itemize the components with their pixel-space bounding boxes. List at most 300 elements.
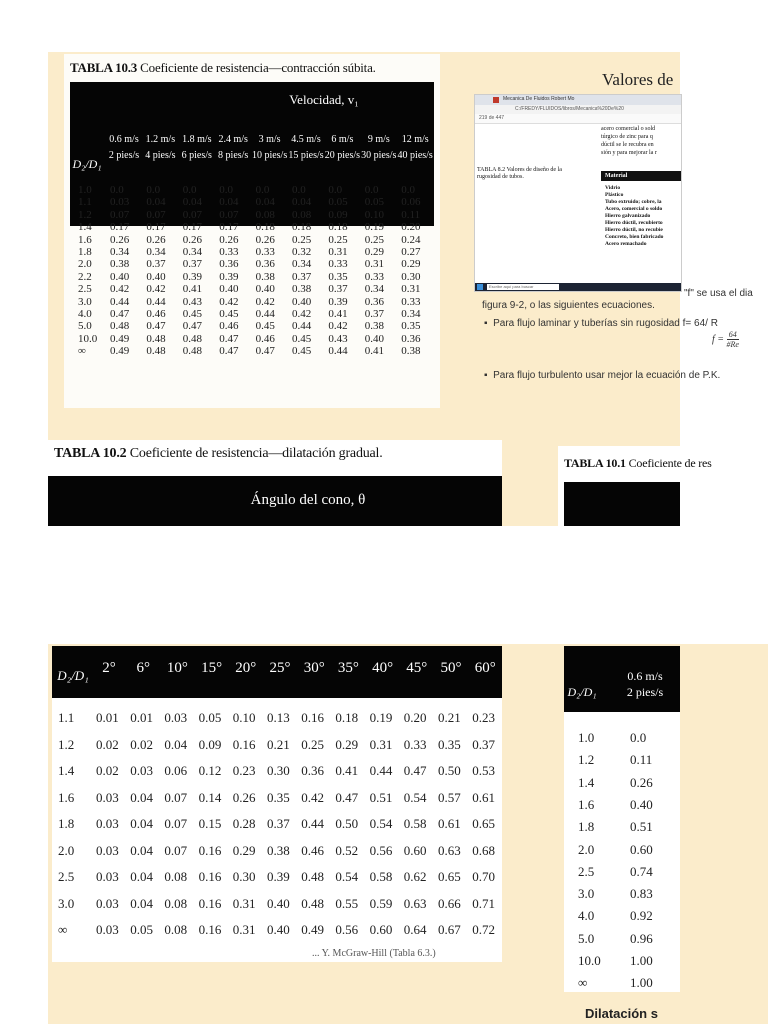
taskbar-search[interactable]: Escribe aquí para buscar [487, 284, 559, 290]
table-cell: 0.47 [403, 763, 427, 778]
material-item: Acero remachado [605, 241, 647, 247]
bullet-dot: ▪ [484, 370, 488, 381]
pdf-text-line: acero comercial o sold [601, 126, 656, 132]
table-cell: 0.17 [219, 221, 239, 234]
table-cell: 0.16 [198, 922, 222, 937]
row-label: 4.0 [578, 908, 595, 924]
table-cell: 0.37 [267, 816, 290, 831]
source-note: ... Y. McGraw-Hill (Tabla 6.3.) [312, 948, 436, 959]
table-cell: 0.46 [255, 332, 275, 345]
bullet-turbulent-text: Para flujo turbulento usar mejor la ecuación de P.K. [493, 370, 721, 381]
table-cell: 0.38 [292, 283, 312, 296]
table-cell: 0.26 [232, 789, 256, 805]
material-item: Tubo extruido; cobre, la [605, 199, 662, 205]
table-cell: 0.0 [146, 184, 161, 196]
row-label: ∞ [58, 922, 68, 937]
table-cell: 0.38 [364, 320, 385, 333]
table-cell: 0.19 [369, 710, 393, 725]
row-label: 1.2 [58, 736, 75, 752]
table-cell: 0.41 [364, 345, 385, 358]
table-cell: 0.0 [110, 184, 124, 196]
table-cell: 0.37 [328, 283, 348, 296]
table-cell: 0.40 [267, 922, 290, 937]
table-cell: 0.61 [472, 789, 495, 805]
table-cell: 0.07 [146, 208, 166, 221]
table-cell: 0.30 [267, 763, 290, 778]
caption-text: Coeficiente de res [628, 456, 712, 470]
row-label: 1.0 [78, 184, 92, 196]
table-cell: 0.44 [292, 320, 312, 333]
bullet-laminar-text: Para flujo laminar y tuberías sin rugosidad f= 64/ R [493, 318, 718, 329]
table-cell: 0.50 [438, 763, 461, 778]
table-cell: 0.03 [96, 869, 119, 884]
table-cell: 0.70 [472, 869, 495, 884]
formula-num: 64 [727, 330, 739, 340]
table-cell: 0.36 [301, 763, 324, 778]
table-cell: 0.41 [328, 308, 348, 320]
table-cell: 0.27 [401, 246, 421, 258]
table-cell: 0.56 [369, 842, 393, 858]
table-cell: 0.40 [219, 283, 239, 296]
caption-text: Coeficiente de resistencia—dilatación gradual. [129, 446, 383, 461]
column-ms: 1.8 m/s [182, 134, 212, 145]
row-label: 2.0 [58, 842, 75, 858]
table-cell: 0.04 [130, 816, 153, 831]
formula-lhs: f = [712, 334, 725, 345]
table-cell: 0.66 [438, 895, 461, 911]
table-cell: 0.05 [130, 922, 153, 937]
pdf-text-lines [601, 125, 681, 157]
row-label: ∞ [578, 975, 588, 991]
table-cell: 0.45 [219, 308, 239, 320]
material-item: Hierro dúctil, no recubie [605, 227, 663, 233]
embedded-screenshot [474, 94, 682, 292]
table-cell: 0.38 [255, 270, 275, 283]
table-cell: 0.26 [182, 233, 203, 246]
table-cell: 0.44 [255, 308, 275, 320]
table-cell: 0.37 [364, 308, 385, 320]
table-cell: 0.16 [198, 842, 222, 858]
table-cell: 0.29 [335, 736, 359, 752]
table-cell: 0.53 [472, 763, 495, 778]
table-cell: 0.04 [219, 196, 239, 209]
table-cell: 0.02 [96, 736, 119, 752]
row-label: 1.8 [578, 819, 595, 835]
table-10-1-caption [564, 456, 712, 471]
material-item: Concreto, bien fabricado [605, 234, 664, 240]
table-cell: 0.44 [301, 816, 324, 831]
table-cell: 0.34 [401, 308, 421, 320]
column-ms: 0.6 m/s [627, 669, 663, 683]
table-cell: 0.04 [182, 196, 203, 209]
table-cell: 0.17 [146, 221, 166, 234]
row-label: 2.0 [578, 841, 595, 857]
table-cell: 0.36 [219, 258, 239, 271]
angle-column: 30° [303, 660, 325, 676]
table-cell: 0.34 [364, 283, 385, 296]
table-cell: 0.47 [219, 345, 239, 358]
table-cell: 0.83 [630, 886, 653, 902]
angle-column: 25° [269, 660, 291, 676]
table-cell: 0.43 [182, 295, 203, 308]
table-cell: 0.58 [369, 869, 393, 884]
formula-den: #Re [726, 340, 739, 349]
table-cell: 0.31 [328, 246, 348, 258]
table-cell: 0.07 [164, 842, 188, 858]
table-cell: 0.39 [328, 295, 348, 308]
angle-column: 50° [440, 660, 462, 676]
table-cell: 0.37 [472, 736, 495, 752]
table-cell: 0.96 [630, 930, 653, 946]
table-cell: 0.39 [219, 270, 239, 283]
row-header: D₂/D₁ [72, 157, 102, 171]
table-cell: 0.33 [401, 295, 421, 308]
table-cell: 0.65 [472, 816, 495, 831]
table-cell: 0.09 [198, 736, 222, 752]
row-label: 1.8 [58, 816, 75, 831]
table-cell: 0.40 [146, 270, 166, 283]
table-cell: 0.0 [182, 184, 197, 196]
table-cell: 0.42 [292, 308, 312, 320]
table-cell: 0.08 [164, 895, 188, 911]
row-label: 3.0 [78, 295, 92, 308]
row-label: 1.8 [78, 246, 92, 258]
caption-label: TABLA 10.3 [70, 60, 138, 75]
table-cell: 0.54 [369, 816, 393, 831]
table-cell: 0.48 [146, 332, 166, 345]
table-cell: 0.31 [232, 895, 256, 911]
caption-text: Coeficiente de resistencia—contracción súbita. [140, 60, 376, 75]
table-cell: 0.23 [232, 763, 256, 778]
table-cell: 0.34 [146, 246, 166, 258]
table-10-2-scan [52, 646, 502, 962]
table-cell: 0.02 [96, 763, 119, 778]
page-indicator: 219 de 447 [479, 115, 505, 121]
table-cell: 0.05 [328, 196, 348, 209]
row-label: 1.4 [58, 763, 75, 778]
table-cell: 0.04 [255, 196, 275, 209]
row-label: 1.2 [78, 208, 92, 221]
row-label: 3.0 [578, 886, 595, 902]
column-ft: 10 pies/s [251, 150, 288, 161]
table-cell: 0.05 [364, 196, 385, 209]
table-cell: 0.08 [292, 208, 312, 221]
table-cell: 0.72 [472, 922, 495, 937]
table-cell: 0.54 [335, 869, 359, 884]
table-cell: 0.46 [146, 308, 166, 320]
table-cell: 0.16 [301, 710, 324, 725]
table-cell: 0.04 [146, 196, 166, 209]
table-cell: 0.12 [198, 763, 222, 778]
table-cell: 0.33 [219, 246, 239, 258]
table-cell: 0.15 [198, 816, 222, 831]
table-cell: 0.03 [96, 842, 119, 858]
table-cell: 0.0 [292, 184, 306, 196]
table-cell: 0.29 [232, 842, 256, 858]
pdf-toolbar [475, 114, 681, 124]
table-cell: 0.42 [110, 283, 130, 296]
material-item: Hierro dúctil, recubierto [605, 220, 663, 226]
caption-label: TABLA 10.2 [54, 446, 127, 461]
row-label: 1.1 [58, 710, 75, 725]
table-cell: 0.33 [328, 258, 348, 271]
taskbar [475, 283, 681, 291]
angle-column: 35° [337, 660, 359, 676]
material-header [601, 171, 681, 181]
table-cell: 0.34 [110, 246, 130, 258]
table-cell: 0.21 [438, 710, 461, 725]
table-cell: 0.19 [364, 221, 385, 234]
table-cell: 0.41 [182, 283, 203, 296]
table-cell: 0.36 [401, 332, 421, 345]
table-cell: 0.59 [369, 895, 393, 911]
table-cell: 0.10 [364, 208, 385, 221]
table-cell: 0.02 [130, 736, 153, 752]
table-cell: 0.03 [96, 922, 119, 937]
material-item: Plástico [605, 192, 624, 198]
table-cell: 0.18 [292, 221, 312, 234]
row-label: 10.0 [78, 332, 98, 345]
table-cell: 0.40 [292, 295, 312, 308]
row-label: 3.0 [58, 895, 75, 911]
table-cell: 0.31 [364, 258, 385, 271]
angle-column: 20° [235, 660, 257, 676]
table-cell: 0.04 [130, 842, 153, 858]
pdf-text-line: túrgico de zinc para q [601, 134, 653, 140]
table-cell: 0.44 [328, 345, 348, 358]
table-cell: 0.33 [364, 270, 385, 283]
table-cell: 0.38 [110, 258, 130, 271]
table-cell: 0.52 [335, 842, 359, 858]
row-label: 2.0 [78, 258, 92, 271]
table-cell: 0.0 [255, 184, 270, 196]
table-cell: 0.45 [292, 332, 312, 345]
address-text: C:/FREDY/FLUIDOS/libros/Mecanica%20De%20 [515, 106, 624, 112]
laminar-formula [712, 330, 739, 349]
row-header: D₂/D₁ [57, 668, 89, 683]
table-cell: 0.37 [292, 270, 312, 283]
table-cell: 0.56 [335, 922, 359, 937]
table-cell: 0.60 [403, 842, 427, 858]
table-cell: 0.47 [335, 789, 359, 805]
table-cell: 0.25 [328, 233, 348, 246]
row-label: 2.5 [578, 863, 595, 879]
table-cell: 0.36 [255, 258, 275, 271]
table-cell: 0.47 [219, 332, 239, 345]
table-cell: 0.07 [164, 789, 188, 805]
table-cell: 0.16 [198, 869, 222, 884]
table-cell: 0.18 [335, 710, 359, 725]
table-cell: 0.35 [438, 736, 461, 752]
table-cell: 0.40 [267, 895, 290, 911]
table-10-1-top-scan [558, 446, 712, 526]
table-cell: 0.39 [182, 270, 203, 283]
table-cell: 0.58 [403, 816, 427, 831]
table-cell: 0.40 [255, 283, 275, 296]
table-cell: 0.07 [164, 816, 188, 831]
table-cell: 1.00 [630, 975, 653, 991]
table-cell: 0.74 [630, 863, 653, 879]
column-ft: 40 pies/s [397, 150, 433, 161]
table-cell: 0.55 [335, 895, 359, 911]
material-item: Vidrio [605, 185, 621, 191]
table-cell: 0.92 [630, 908, 653, 924]
row-label: 1.1 [78, 196, 92, 209]
table-cell: 0.13 [267, 710, 290, 725]
pdf-text-line: sión y para mejorar la r [601, 150, 657, 156]
table-cell: 0.25 [364, 233, 385, 246]
table-cell: 0.31 [232, 922, 256, 937]
table-cell: 0.43 [328, 332, 348, 345]
table-cell: 0.49 [301, 922, 324, 937]
table-cell: 0.47 [255, 345, 275, 358]
table-cell: 0.0 [401, 184, 415, 196]
bullet-dot: ▪ [484, 318, 488, 329]
table-10-1-scan [564, 646, 680, 992]
address-bar[interactable] [475, 105, 681, 114]
table-cell: 0.62 [403, 869, 427, 884]
table-cell: 0.05 [198, 710, 222, 725]
table-cell: 0.32 [292, 246, 312, 258]
table-cell: 0.08 [164, 922, 188, 937]
table-cell: 0.51 [369, 789, 393, 805]
material-list [605, 185, 681, 248]
table-cell: 0.26 [630, 774, 653, 790]
table-cell: 0.25 [301, 736, 324, 752]
column-ms: 3 m/s [258, 134, 281, 145]
table-cell: 0.26 [219, 233, 239, 246]
table-cell: 0.0 [328, 184, 343, 196]
table-cell: 0.30 [401, 270, 421, 283]
table-cell: 0.47 [110, 308, 130, 320]
angle-column: 15° [201, 660, 223, 676]
table-cell: 0.40 [110, 270, 130, 283]
table-cell: 0.44 [369, 763, 393, 778]
table-cell: 0.37 [182, 258, 203, 271]
row-label: 5.0 [78, 320, 92, 333]
table-cell: 0.49 [110, 345, 130, 358]
table-cell: 0.35 [401, 320, 421, 333]
column-ft: 8 pies/s [218, 150, 249, 161]
windows-icon[interactable] [477, 284, 483, 290]
row-label: 1.4 [78, 221, 92, 234]
table-cell: 0.54 [403, 789, 427, 805]
table-cell: 0.63 [403, 895, 427, 911]
table-cell: 0.34 [292, 258, 312, 271]
table-cell: 0.40 [364, 332, 385, 345]
table-cell: 0.26 [110, 233, 130, 246]
table-cell: 0.34 [182, 246, 203, 258]
column-ft: 30 pies/s [361, 150, 397, 161]
table-cell: 0.44 [110, 295, 130, 308]
table-10-3-caption [70, 60, 376, 76]
figure-text: figura 9-2, o las siguientes ecuaciones. [482, 300, 655, 311]
table-cell: 0.48 [182, 332, 203, 345]
table-cell: 0.41 [335, 763, 359, 778]
table-cell: 0.42 [219, 295, 239, 308]
table-cell: 0.47 [146, 320, 166, 333]
row-label: 1.6 [58, 789, 75, 805]
column-ms: 2.4 m/s [218, 134, 248, 145]
table-cell: 0.01 [96, 710, 119, 725]
table-cell: 0.64 [403, 922, 427, 937]
table-cell: 0.48 [301, 869, 324, 884]
table-cell: 0.07 [110, 208, 130, 221]
material-header-text: Material [605, 173, 628, 179]
table-cell: 0.50 [335, 816, 359, 831]
table-cell: 0.39 [267, 869, 290, 884]
table-cell: 0.11 [630, 752, 653, 768]
table-10-2-caption [54, 446, 383, 462]
table-cell: 0.0 [364, 184, 379, 196]
table-cell: 0.03 [96, 816, 119, 831]
angle-column: 45° [406, 660, 428, 676]
table-cell: 0.04 [292, 196, 312, 209]
table-cell: 0.33 [255, 246, 275, 258]
row-label: 5.0 [578, 930, 595, 946]
table-cell: 1.00 [630, 953, 653, 968]
angle-column: 2° [102, 660, 116, 676]
table-cell: 0.38 [401, 345, 421, 358]
column-ms: 0.6 m/s [109, 134, 139, 145]
column-ft: 4 pies/s [145, 150, 176, 161]
table-cell: 0.48 [110, 320, 130, 333]
table-cell: 0.29 [401, 258, 421, 271]
table-cell: 0.25 [292, 233, 312, 246]
row-label: 1.6 [78, 233, 92, 246]
table-cell: 0.24 [401, 233, 421, 246]
table-cell: 0.48 [182, 345, 203, 358]
table-cell: 0.61 [438, 816, 461, 831]
table-cell: 0.08 [164, 869, 188, 884]
material-item: Hierro galvanizado [605, 213, 651, 219]
table-10-2-top-scan [48, 440, 502, 526]
row-label: 4.0 [78, 308, 92, 320]
table-cell: 0.35 [328, 270, 348, 283]
material-item: Acero, comercial o soldo [605, 206, 663, 212]
tab-title[interactable]: Mecanica De Fluidos Robert Mo [503, 96, 575, 102]
column-ms: 12 m/s [401, 134, 429, 145]
pdf-text-line: dúctil se le recubra en [601, 142, 654, 148]
table-cell: 0.47 [182, 320, 203, 333]
table-cell: 0.48 [301, 895, 324, 911]
table-cell: 0.07 [219, 208, 239, 221]
table-cell: 0.03 [96, 789, 119, 805]
table-cell: 0.09 [328, 208, 348, 221]
table-cell: 0.16 [198, 895, 222, 911]
velocity-header: Velocidad, v₁ [289, 92, 359, 107]
row-label: 2.5 [78, 283, 92, 296]
row-label: 1.6 [578, 796, 595, 812]
table-cell: 0.45 [255, 320, 275, 333]
column-ft: 6 pies/s [181, 150, 212, 161]
column-ft: 2 pies/s [108, 150, 140, 161]
angle-column: 6° [136, 660, 150, 676]
table-cell: 0.33 [403, 736, 427, 752]
column-ft: 15 pies/s [288, 150, 324, 161]
row-label: 10.0 [578, 953, 601, 968]
table-cell: 0.03 [96, 895, 119, 911]
column-ms: 4.5 m/s [291, 134, 321, 145]
angle-column: 40° [372, 660, 394, 676]
column-ms: 9 m/s [367, 134, 390, 145]
table-cell: 0.40 [630, 796, 653, 812]
table-cell: 0.03 [130, 763, 153, 778]
table-cell: 0.49 [110, 332, 130, 345]
bullet-laminar [484, 318, 718, 329]
table-cell: 0.31 [369, 736, 393, 752]
table-cell: 0.04 [130, 869, 153, 884]
